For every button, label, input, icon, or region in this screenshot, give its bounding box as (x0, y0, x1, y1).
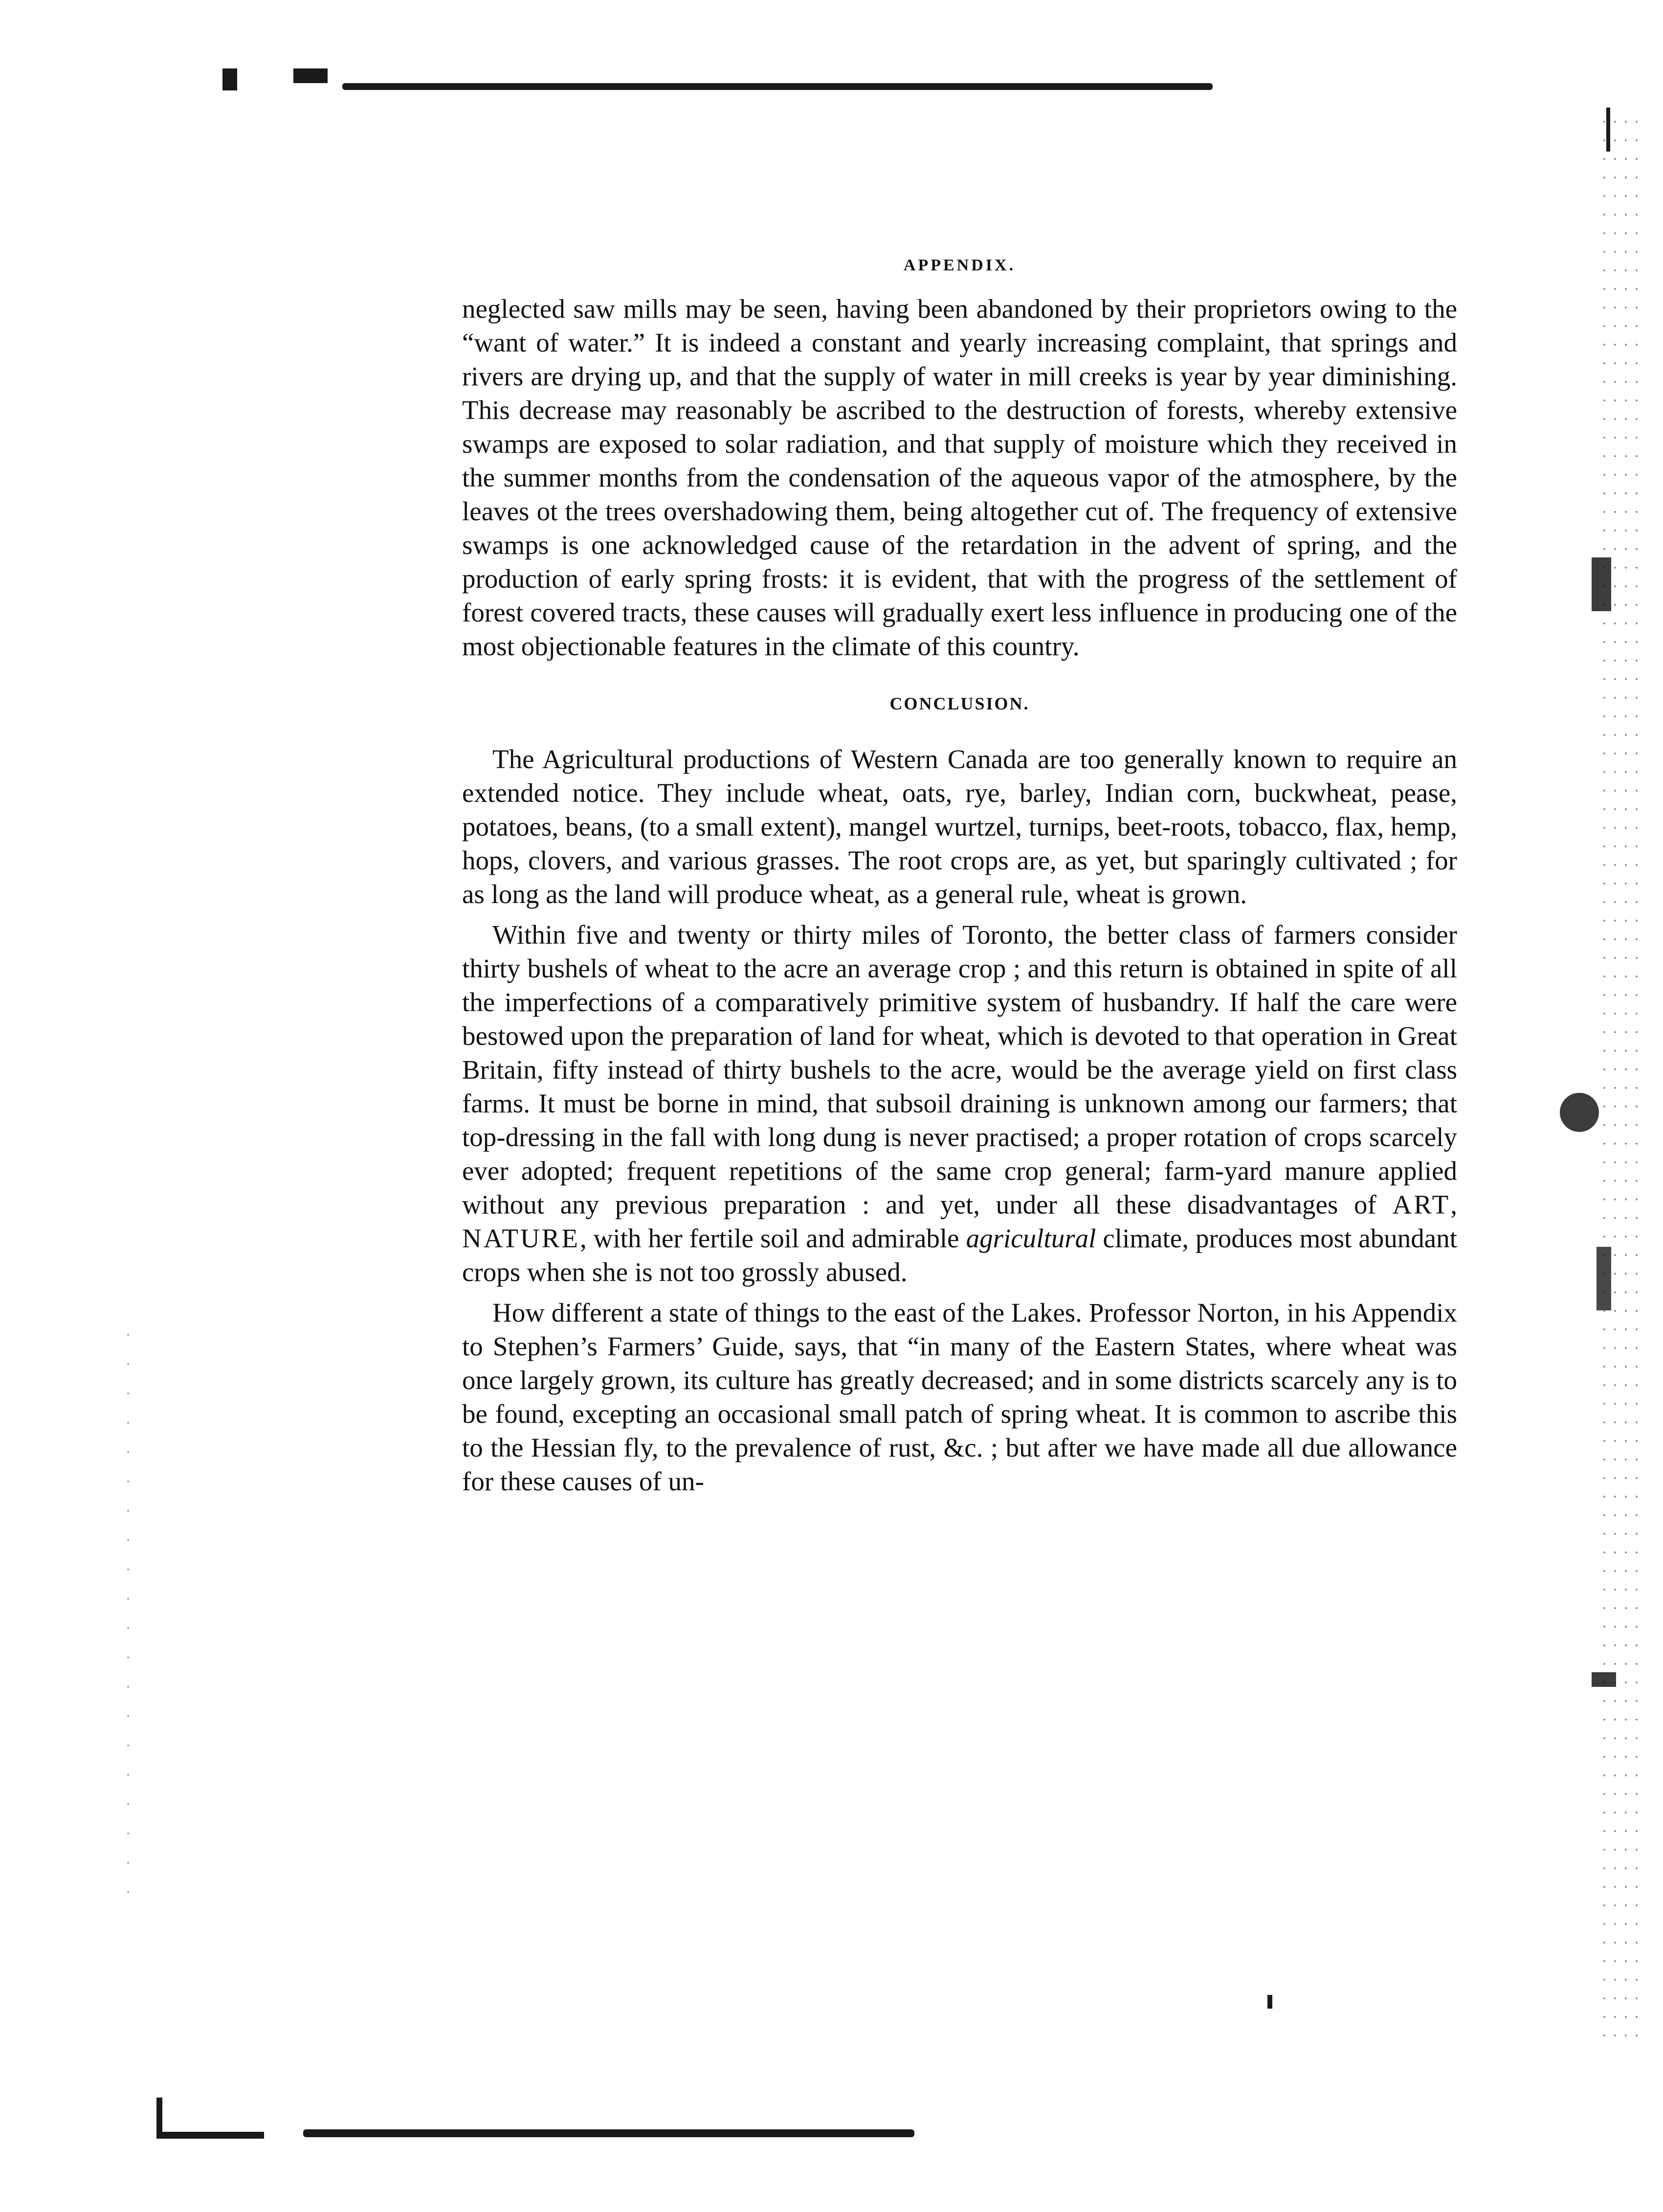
scan-mark-bottom-left-2 (156, 2132, 264, 2139)
paragraph-agricultural-productions: The Agricultural productions of Western Canada are too generally known to require an extended notice. They include wheat, oats, rye, barley, Indian corn, buckwheat, pease, potatoes, beans, (to a small extent), mangel wurtzel, turnips, beet-roots, tobacco, flax, hemp, hops, clovers, and various grasses. The root crops are, as yet, but sparingly cultivated ; for as long as the land will produce wheat, as a general rule, wheat is grown. (462, 744, 1457, 909)
section-heading-conclusion: CONCLUSION. (889, 694, 1030, 713)
paragraph-continuation: neglected saw mills may be seen, having been abandoned by their proprietors owing to the “want of water.” It is indeed a constant and yearly increasing complaint, that springs and rivers are drying up, and that the supply of water in mill creeks is year by year diminishing. This decrease may reasonably be ascribed to the destruction of forests, whereby extensive swamps are exposed to solar radiation, and that supply of moisture which they received in the summer months from the condensation of the aqueous vapor of the atmosphere, by the leaves ot the trees overshadowing them, being altogether cut of. The frequency of extensive swamps is one acknowledged cause of the retardation in the advent of spring, and the production of early spring frosts: it is evident, that with the progress of the settlement of forest covered tracts, these causes will gradually exert less influence in producing one of the most objectionable features in the climate of this country. (462, 294, 1457, 661)
scan-noise-left-margin (122, 1320, 134, 1907)
paragraph-text: , (1450, 1190, 1457, 1219)
emphasis-agricultural: agricultural (966, 1223, 1096, 1253)
scan-mark-right-2 (1560, 1093, 1599, 1132)
scan-edge-top-rule (342, 83, 1213, 90)
emphasis-art: ART (1392, 1190, 1451, 1219)
page-body (462, 252, 1457, 1498)
scan-mark-bottom-left (156, 2098, 162, 2137)
running-head: APPENDIX. (903, 256, 1016, 274)
emphasis-nature: NATURE (462, 1223, 580, 1253)
scan-noise-right-margin (1599, 112, 1638, 2044)
paragraph-text: climate, produces most abundant crops when she is not too grossly abused. (462, 1223, 1457, 1287)
paragraph-toronto-yield (462, 918, 1457, 1289)
scan-mark-top-left-2 (293, 68, 328, 83)
scan-mark-bottom-dot (1267, 1995, 1272, 2009)
paragraph-eastern-states: How different a state of things to the east of the Lakes. Professor Norton, in his Appendix to Stephen’s Farmers’ Guide, says, that “in many of the Eastern States, where wheat was once largely grown, its culture has greatly decreased; and in some districts scarcely any is to be found, excepting an occasional small patch of spring wheat. It is common to ascribe this to the Hessian fly, to the prevalence of rust, &c. ; but after we have made all due allowance for these causes of un- (462, 1298, 1457, 1496)
paragraph-text: , with her fertile soil and admirable (579, 1223, 966, 1253)
paragraph-text: Within five and twenty or thirty miles of Toronto, the better class of farmers consider thirty bushels of wheat to the acre an average crop ; and this return is obtained in spite of all the imperfections of a comparatively primitive system of husbandry. If half the care were bestowed upon the preparation of land for wheat, which is devoted to that operation in Great Britain, fifty instead of thirty bushels to the acre, would be the average yield on first class farms. It must be borne in mind, that subsoil draining is unknown among our farmers; that top-dressing in the fall with long dung is never practised; a proper rotation of crops scarcely ever adopted; frequent repetitions of the same crop general; farm-yard manure applied without any previous preparation : and yet, under all these disadvantages of (462, 920, 1457, 1219)
scan-mark-top-left (222, 68, 237, 90)
scan-edge-bottom-rule (303, 2129, 914, 2137)
